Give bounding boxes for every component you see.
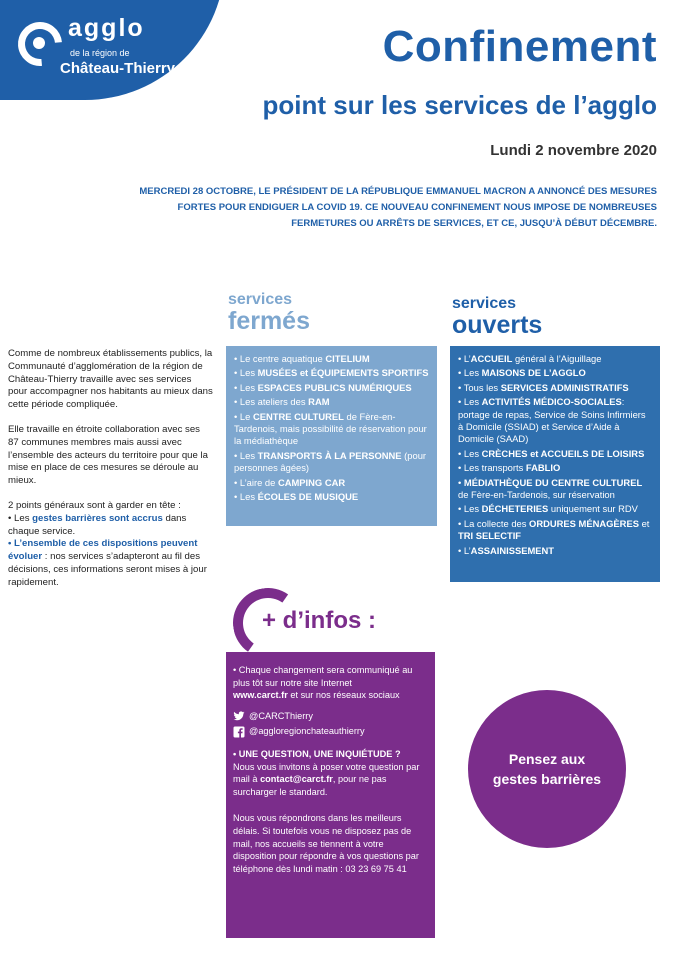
point-2-suffix: : nos services s’adapteront au fil des décisions, ces informations seront mises à jour rapidement. bbox=[8, 551, 207, 588]
logo-city: Château-Thierry bbox=[60, 60, 176, 77]
logo-tagline: de la région de bbox=[70, 48, 130, 58]
intro-announcement: MERCREDI 28 OCTOBRE, LE PRÉSIDENT DE LA RÉPUBLIQUE EMMANUEL MACRON A ANNONCÉ DES MESURES FORTES POUR ENDIGUER LA COVID 19. CE NOUVEAU CONFINEMENT NOUS IMPOSE DE NOMBREUSES FERMETURES OU ARRÊTS DE SERVICES, ET CE, JUSQU’À DÉBUT DÉCEMBRE. bbox=[139, 186, 657, 229]
list-item: • Les MAISONS DE L’AGGLO bbox=[458, 367, 652, 379]
barrier-gestures-reminder bbox=[468, 690, 626, 848]
publication-date: Lundi 2 novembre 2020 bbox=[490, 142, 657, 159]
list-item: • L’ASSAINISSEMENT bbox=[458, 545, 652, 557]
closed-heading-small: services bbox=[228, 291, 293, 308]
list-item: • Les ateliers des RAM bbox=[234, 396, 429, 408]
infos-box bbox=[226, 652, 435, 938]
point-2-highlight: • L’ensemble de ces dispositions peuvent évoluer bbox=[8, 538, 198, 563]
point-1-suffix: dans chaque service. bbox=[8, 512, 187, 537]
point-1-prefix: • Les bbox=[8, 512, 33, 524]
list-item: • La collecte des ORDURES MÉNAGÈRES et TRI SELECTIF bbox=[458, 518, 652, 543]
left-column bbox=[8, 348, 213, 590]
list-item: • Les TRANSPORTS À LA PERSONNE (pour personnes âgées) bbox=[234, 450, 429, 475]
closed-services-heading bbox=[228, 292, 310, 334]
facebook-row[interactable] bbox=[233, 725, 428, 738]
point-1-highlight: gestes barrières sont accrus bbox=[32, 512, 163, 524]
list-item: • Les ÉCOLES DE MUSIQUE bbox=[234, 491, 429, 503]
list-item: • Les ACTIVITÉS MÉDICO-SOCIALES: portage de repas, Service de Soins Infirmiers à Domicile (SSIAD) et Service d’Aide à Domicile (SAAD) bbox=[458, 396, 652, 446]
infos-paragraph-1: • Chaque changement sera communiqué au plus tôt sur notre site Internet www.carct.fr et sur nos réseaux sociaux bbox=[233, 665, 413, 701]
closed-services-list bbox=[234, 353, 429, 503]
list-item: • L’ACCUEIL général à l’Aiguillage bbox=[458, 353, 652, 365]
page-title: Confinement bbox=[382, 22, 657, 71]
twitter-icon bbox=[233, 710, 245, 722]
twitter-row[interactable] bbox=[233, 710, 428, 723]
facebook-icon bbox=[233, 726, 245, 738]
open-services-list bbox=[458, 353, 652, 557]
facebook-handle: @aggloregionchateauthierry bbox=[249, 726, 365, 737]
points-intro: 2 points généraux sont à garder en tête : bbox=[8, 499, 181, 511]
open-services-box bbox=[450, 346, 660, 582]
open-heading-small: services bbox=[452, 295, 517, 312]
reminder-line-1: Pensez aux bbox=[508, 751, 586, 767]
closed-services-box bbox=[226, 346, 437, 526]
left-paragraph-3 bbox=[8, 500, 213, 590]
list-item: • Tous les SERVICES ADMINISTRATIFS bbox=[458, 382, 652, 394]
list-item: • L’aire de CAMPING CAR bbox=[234, 477, 429, 489]
open-heading-big: ouverts bbox=[452, 311, 543, 339]
list-item: • Les MUSÉES et ÉQUIPEMENTS SPORTIFS bbox=[234, 367, 429, 379]
list-item: • Le centre aquatique CITELIUM bbox=[234, 353, 429, 365]
infos-question: • UNE QUESTION, UNE INQUIÉTUDE ? Nous vous invitons à poser votre question par mail à contact@carct.fr, pour ne pas surcharger le standard. bbox=[233, 748, 420, 797]
list-item: • Les CRÈCHES et ACCUEILS DE LOISIRS bbox=[458, 448, 652, 460]
logo-name: agglo bbox=[68, 14, 145, 42]
list-item: • Les DÉCHETERIES uniquement sur RDV bbox=[458, 503, 652, 515]
infos-title: + d’infos : bbox=[262, 607, 376, 634]
twitter-handle: @CARCThierry bbox=[249, 710, 313, 721]
logo-dot-icon bbox=[33, 37, 45, 49]
reminder-line-2: gestes barrières bbox=[492, 771, 602, 787]
contact-email-link[interactable]: contact@carct.fr bbox=[260, 774, 333, 785]
open-services-heading bbox=[452, 296, 542, 338]
closed-heading-big: fermés bbox=[228, 307, 310, 335]
website-link[interactable]: www.carct.fr bbox=[233, 690, 288, 701]
list-item: • MÉDIATHÈQUE DU CENTRE CULTUREL de Fère-en-Tardenois, sur réservation bbox=[458, 477, 652, 502]
infos-paragraph-3: Nous vous répondrons dans les meilleurs délais. Si toutefois vous ne disposez pas de mail, nos accueils se tiennent à votre disposition pour répondre à vos questions par téléphone dès lundi matin : 03 23 69 75 41 bbox=[233, 813, 419, 874]
left-paragraph-1: Comme de nombreux établissements publics, la Communauté d’agglomération de la région de Château-Thierry travaille avec ses services pour accompagner nos habitants au mieux dans cette période compliquée. bbox=[8, 348, 213, 411]
list-item: • Le CENTRE CULTUREL de Fère-en-Tardenois, mais possibilité de réservation pour la médiathèque bbox=[234, 411, 429, 448]
list-item: • Les ESPACES PUBLICS NUMÉRIQUES bbox=[234, 382, 429, 394]
page-subtitle: point sur les services de l’agglo bbox=[262, 90, 657, 120]
list-item: • Les transports FABLIO bbox=[458, 462, 652, 474]
left-paragraph-2: Elle travaille en étroite collaboration avec ses 87 communes membres mais aussi avec l’ensemble des acteurs du territoire pour que la mise en place de ces mesures se déroule au mieux. bbox=[8, 423, 208, 487]
